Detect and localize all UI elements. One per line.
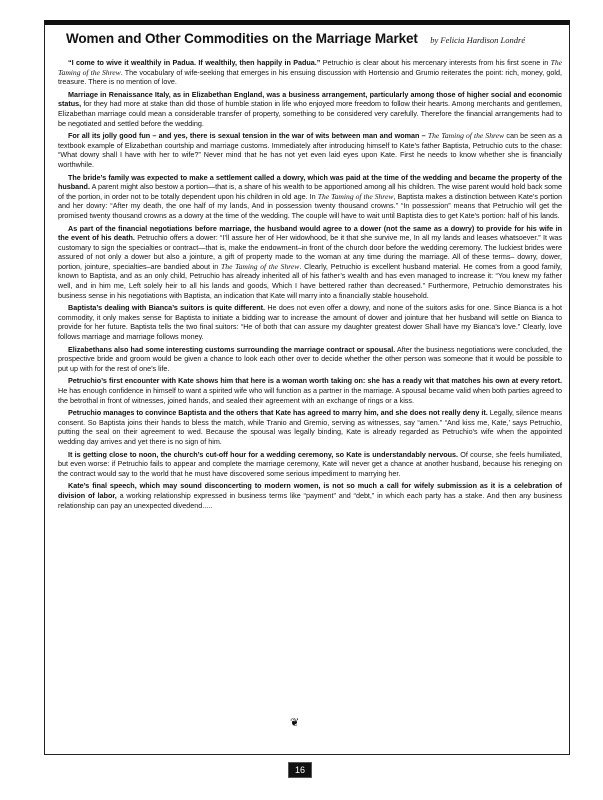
paragraph [58, 408, 562, 446]
paragraph-lead: “I come to wive it wealthily in Padua. If wealthily, then happily in Padua.” [68, 58, 321, 67]
article-header [48, 30, 570, 48]
paragraph-text: He does not even offer a dowry, and none of the suitors asks for one. Since Bianca is a hot commodity, it only makes sense for Baptista to initiate a bidding war to increase the amount of dower and jointure that her husband will settle on Bianca to provide for her future. Baptista tells the two final suitors: “He of both that can assure my daughter greatest dower Shall have my Bianca’s love.” Clearly, love follows marriage and marriage follows money. [58, 303, 562, 342]
paragraph-text: can be seen as a textbook example of Elizabethan courtship and marriage customs. Immediately after introducing himself to Kate’s father Baptista, Petruchio cuts to the chase: “What dowry shall I have with her to wife?” Never mind that he has not yet even laid eyes upon Kate. First he needs to know whether she is financially worthwhile. [58, 131, 562, 169]
paragraph-lead: Kate’s final speech, which may sound disconcerting to modern women, is not so much a call for wifely submission as it is a celebration of division of labor, [58, 481, 562, 500]
paragraph-lead: For all its jolly good fun – and yes, there is sexual tension in the war of wits between man and woman – [68, 131, 426, 141]
paragraph-lead: As part of the financial negotiations before marriage, the husband would agree to a dower (not the same as a dowry) to provide for his wife in the event of his death. [58, 223, 562, 243]
paragraph-lead: Marriage in Renaissance Italy, as in Elizabethan England, was a business arrangement, particularly among those of higher social and economic status, [58, 89, 562, 109]
paragraph-lead: Petruchio’s first encounter with Kate shows him that here is a woman worth taking on: she has a ready wit that matches his own at every retort. [68, 376, 562, 386]
play-title: The Taming of the Shrew [427, 131, 505, 141]
article-title: Women and Other Commodities on the Marriage Market [66, 31, 418, 46]
paragraph-lead: Petruchio manages to convince Baptista and the others that Kate has agreed to marry him, and she does not really deny it. [68, 408, 488, 418]
paragraph-text: He has enough confidence in himself to want a spirited wife who will function as a partner in the marriage. A spousal became valid when both parties agreed to the betrothal in front of witnesses, joined hands, and sealed their agreement with an exchange of rings or a kiss. [58, 386, 562, 405]
paragraph [58, 376, 562, 405]
article-byline: by Felicia Hardison Londré [430, 35, 526, 45]
fleuron-icon: ❦ [290, 717, 300, 729]
paragraph [58, 481, 562, 510]
paragraph-text: Petruchio offers a dower: “I’ll assure her of Her widowhood, be it that she survive me, In all my lands and leases whatsoever.” It was customary to sign the specialties or contract—that is, make the endowment–in front of the church door before the wedding ceremony. The luckiest brides were assured of not only a dower but also a jointure, a gift of property made to the woman at any time during the marriage. All of these terms– dowry, dower, portion, jointure, specialties–are bandied about in [58, 233, 562, 271]
paragraph [58, 90, 562, 128]
paragraph-text: . The vocabulary of wife-seeking that emerges in his ensuing discussion with Hortensio and Grumio reiterates the point: rich, money, gold, treasure. There is no mention of love. [58, 67, 563, 87]
play-title: The Taming of the Shrew [221, 261, 300, 271]
paragraph-text: After the business negotiations were concluded, the prospective bride and groom would be given a chance to look each other over to decide whether the other person was someone that it would be possible to put up with for the rest of one’s life. [58, 344, 562, 373]
paragraph [58, 173, 562, 221]
play-title: The Taming of the Shrew [58, 58, 562, 77]
paragraph-lead: It is getting close to noon, the church’s cut-off hour for a wedding ceremony, so Kate is understandably nervous. [68, 449, 459, 459]
paragraph-text: Petruchio is clear about his mercenary interests from his first scene in [320, 58, 551, 67]
paragraph-lead: The bride’s family was expected to make a settlement called a dowry, which was paid at the time of the wedding and became the property of the husband. [58, 172, 562, 192]
paragraph [58, 131, 562, 169]
paragraph-lead: Elizabethans also had some interesting customs surrounding the marriage contract or spousal. [68, 344, 396, 354]
paragraph [58, 450, 562, 479]
paragraph-text: , Baptista makes a distinction between Kate’s portion and her dowry: “After my death, the one half of my lands, And in possession twenty thousand crowns.” “In possession” means that Petruchio will get the promised twenty thousand crowns as a dowry at the time of the wedding. The couple will have to wait until Baptista dies to get Kate’s portion: half of his lands. [58, 191, 562, 220]
paragraph [58, 58, 562, 87]
paragraph-text: Of course, she feels humiliated, but even worse: if Petruchio fails to appear and complete the marriage ceremony, Kate will never get a chance at another husband, because his reneging on the contract would say to the world that he must have discovered some serious impediment to marrying her. [58, 449, 562, 478]
paragraph [58, 224, 562, 301]
paragraph-text: A parent might also bestow a portion—that is, a share of his wealth to be apportioned among all his children. The wise parent would hold back some of the portion, in order not to be totally dependent upon his children in old age. In [58, 182, 562, 201]
paragraph-text: a working relationship expressed in business terms like “payment” and “debt,” in which each party has a stake. And then any business relationship can pay an unexpected divedend..... [58, 490, 562, 510]
paragraph-text: Legally, silence means consent. So Baptista joins their hands to bless the match, while Tranio and Gremio, serving as witnesses, say “amen.” “And kiss me, Kate,’ says Petruchio, putting the seal on their agreement to wed. Because the spousal was legally binding, Kate is already regarded as Petruchio’s wife when the appointed wedding day arrives and yet there is no sign of him. [58, 408, 562, 446]
paragraph-lead: Baptista’s dealing with Bianca’s suitors is quite different. [68, 303, 265, 313]
paragraph [58, 303, 562, 341]
article-body [58, 58, 562, 513]
paragraph-text: for they had more at stake than did those of humble station in life who enjoyed more freedom to follow their hearts. Among merchants and gentlemen, Elizabethan marriage could mean a considerable transfer of property, something to be considered very carefully. Therefore the financial arrangements had to be negotiated and settled before the wedding. [58, 99, 562, 128]
page-number: 16 [288, 762, 312, 778]
paragraph-text: . Clearly, Petruchio is excellent husband material. He comes from a good family, known to Baptista, and as an only child, Petruchio has already inherited all of his father’s wealth and has even managed to increase it: “You knew my father well, and in him me, Left solely heir to all his lands and goods, Which I have bettered rather than decreased.” Furthermore, Petruchio demonstrates his business sense in his negotiations with Baptista, an indication that Kate will marry into a financially stable household. [58, 261, 562, 300]
paragraph [58, 345, 562, 374]
play-title: The Taming of the Shrew [317, 191, 394, 201]
